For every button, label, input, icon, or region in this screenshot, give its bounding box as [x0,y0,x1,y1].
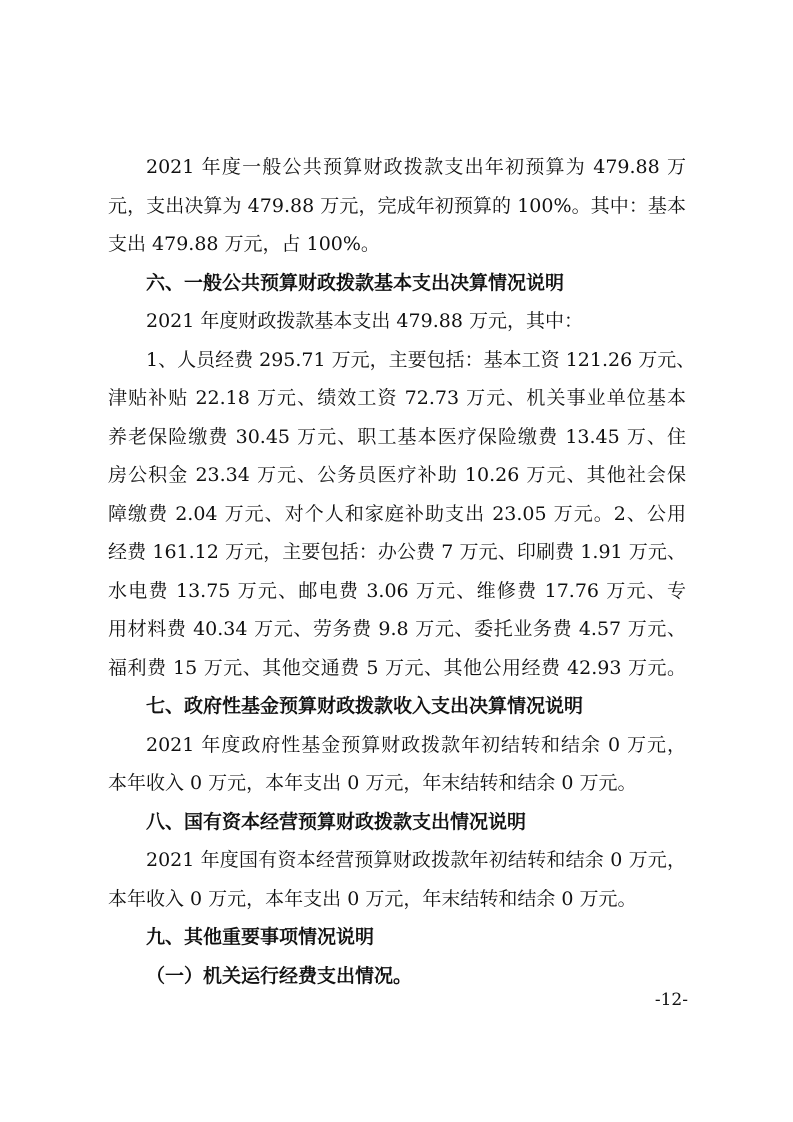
paragraph-line: 本年收入 0 万元，本年支出 0 万元，年末结转和结余 0 万元。 [108,887,637,910]
paragraph-line: 1、人员经费 295.71 万元，主要包括：基本工资 121.26 万元、 [146,348,696,371]
section-9-heading: 九、其他重要事项情况说明 [146,926,375,948]
subsection-heading: （一）机关运行经费支出情况。 [146,964,413,987]
paragraph-line: 2021 年度国有资本经营预算财政拨款年初结转和结余 0 万元， [146,849,686,871]
paragraph-line: 经费 161.12 万元，主要包括：办公费 7 万元、印刷费 1.91 万元、 [108,541,686,563]
paragraph-line: 养老保险缴费 30.45 万元、职工基本医疗保险缴费 13.45 万、住 [108,425,686,448]
document-body [108,148,696,995]
paragraph-line: 房公积金 23.34 万元、公务员医疗补助 10.26 万元、其他社会保 [108,464,686,486]
section-7-heading: 七、政府性基金预算财政拨款收入支出决算情况说明 [146,695,584,717]
paragraph-line: 2021 年度财政拨款基本支出 479.88 万元，其中： [146,310,583,332]
paragraph-line: 2021 年度政府性基金预算财政拨款年初结转和结余 0 万元， [146,733,686,756]
section-8-heading: 八、国有资本经营预算财政拨款支出情况说明 [146,810,527,833]
paragraph-line: 2021 年度一般公共预算财政拨款支出年初预算为 479.88 万 [146,156,686,178]
paragraph-line: 支出 479.88 万元，占 100%。 [108,233,380,255]
paragraph-line: 福利费 15 万元、其他交通费 5 万元、其他公用经费 42.93 万元。 [108,656,686,679]
section-6-heading: 六、一般公共预算财政拨款基本支出决算情况说明 [146,271,565,294]
paragraph-line: 障缴费 2.04 万元、对个人和家庭补助支出 23.05 万元。2、公用 [108,502,686,525]
paragraph-line: 津贴补贴 22.18 万元、绩效工资 72.73 万元、机关事业单位基本 [108,387,686,409]
paragraph-line: 用材料费 40.34 万元、劳务费 9.8 万元、委托业务费 4.57 万元、 [108,618,686,640]
paragraph-line: 水电费 13.75 万元、邮电费 3.06 万元、维修费 17.76 万元、专 [108,579,686,602]
page-number: -12- [654,990,688,1010]
paragraph-line: 元，支出决算为 479.88 万元，完成年初预算的 100%。其中：基本 [108,194,686,217]
paragraph-line: 本年收入 0 万元，本年支出 0 万元，年末结转和结余 0 万元。 [108,772,637,794]
